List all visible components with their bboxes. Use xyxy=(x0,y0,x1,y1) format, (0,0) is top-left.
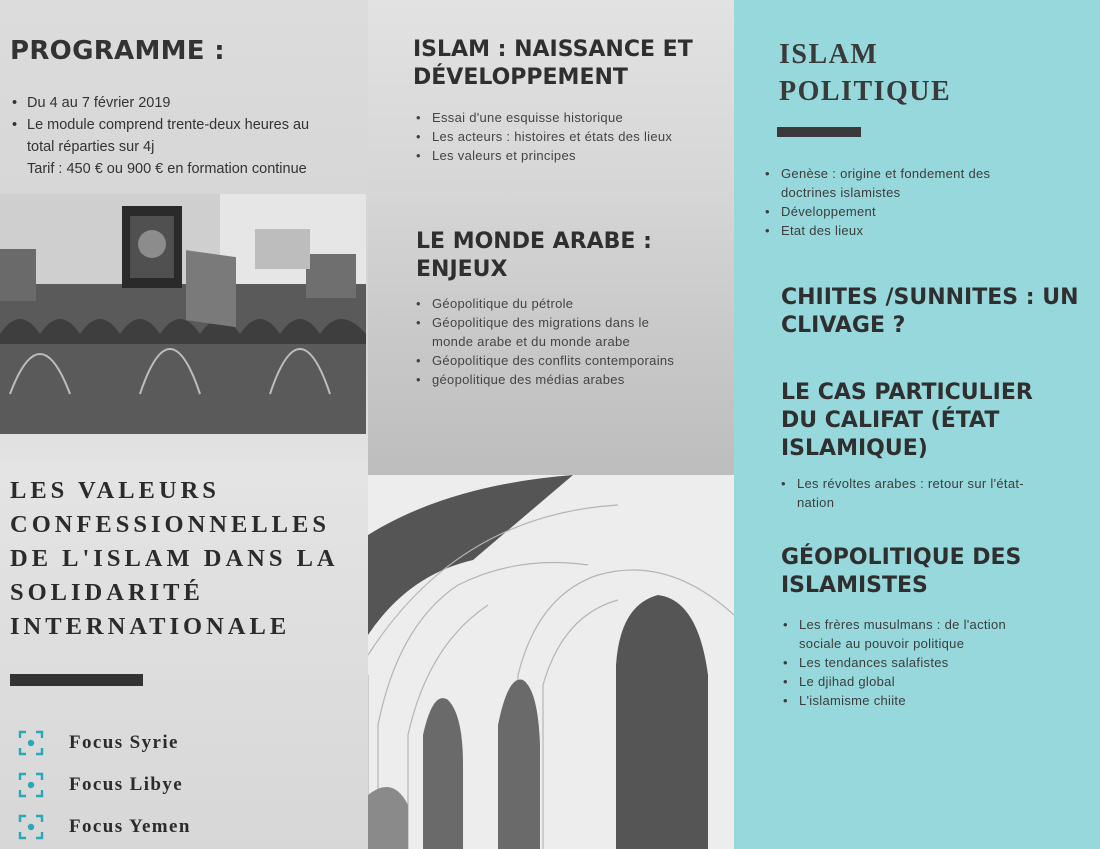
focus-frame-icon xyxy=(18,772,44,798)
list-item: • Géopolitique des conflits contemporains xyxy=(414,351,684,370)
focus-frame-icon xyxy=(18,730,44,756)
programme-item: • Le module comprend trente-deux heures au total réparties sur 4j xyxy=(10,114,310,158)
values-title: LES VALEURS CONFESSIONNELLES DE L'ISLAM DANS LA SOLIDARITÉ INTERNATIONALE xyxy=(10,477,338,640)
focus-label: Focus Yemen xyxy=(69,816,191,837)
quran-photo xyxy=(0,194,366,434)
islam-naissance-list xyxy=(414,108,684,165)
monde-arabe-list xyxy=(414,294,684,389)
right-divider xyxy=(777,127,861,137)
left-divider xyxy=(10,674,143,686)
califat-title: LE CAS PARTICULIER DU CALIFAT (ÉTAT ISLAMIQUE) xyxy=(781,380,1033,461)
programme-item: • Du 4 au 7 février 2019 xyxy=(10,92,365,114)
list-item: • Le djihad global xyxy=(782,672,1052,691)
focus-item-syrie xyxy=(18,722,191,764)
list-item: • Les acteurs : histoires et états des lieux xyxy=(414,127,684,146)
monde-arabe-title: LE MONDE ARABE : ENJEUX xyxy=(416,229,652,282)
programme-title: PROGRAMME : xyxy=(10,36,225,66)
list-item: • Les révoltes arabes : retour sur l'état-nation xyxy=(780,474,1055,512)
islamistes-list xyxy=(782,615,1052,710)
islam-politique-title: ISLAM POLITIQUE xyxy=(779,39,952,107)
list-item: • Genèse : origine et fondement des doctrines islamistes xyxy=(764,164,1024,202)
focus-item-libye xyxy=(18,764,191,806)
focus-label: Focus Syrie xyxy=(69,732,179,753)
list-item: • Géopolitique des migrations dans le monde arabe et du monde arabe xyxy=(414,313,684,351)
islam-naissance-title: ISLAM : NAISSANCE ET DÉVELOPPEMENT xyxy=(413,37,693,90)
list-item: • Développement xyxy=(764,202,1024,221)
califat-list xyxy=(780,474,1055,512)
programme-tarif: Tarif : 450 € ou 900 € en formation continue xyxy=(27,161,307,177)
islamistes-title: GÉOPOLITIQUE DES ISLAMISTES xyxy=(781,545,1022,598)
list-item: • géopolitique des médias arabes xyxy=(414,370,684,389)
focus-label: Focus Libye xyxy=(69,774,184,795)
list-item: • Les valeurs et principes xyxy=(414,146,684,165)
list-item: • Les frères musulmans : de l'action sociale au pouvoir politique xyxy=(782,615,1052,653)
list-item: • Etat des lieux xyxy=(764,221,1024,240)
list-item: • Essai d'une esquisse historique xyxy=(414,108,684,127)
list-item: • L'islamisme chiite xyxy=(782,691,1052,710)
focus-item-yemen xyxy=(18,806,191,848)
focus-list xyxy=(18,722,191,848)
focus-frame-icon xyxy=(18,814,44,840)
islam-politique-list xyxy=(764,164,1024,240)
list-item: • Géopolitique du pétrole xyxy=(414,294,684,313)
programme-list xyxy=(10,92,365,180)
list-item: • Les tendances salafistes xyxy=(782,653,1052,672)
chiites-title: CHIITES /SUNNITES : UN CLIVAGE ? xyxy=(781,285,1079,338)
arch-illustration xyxy=(368,475,734,849)
